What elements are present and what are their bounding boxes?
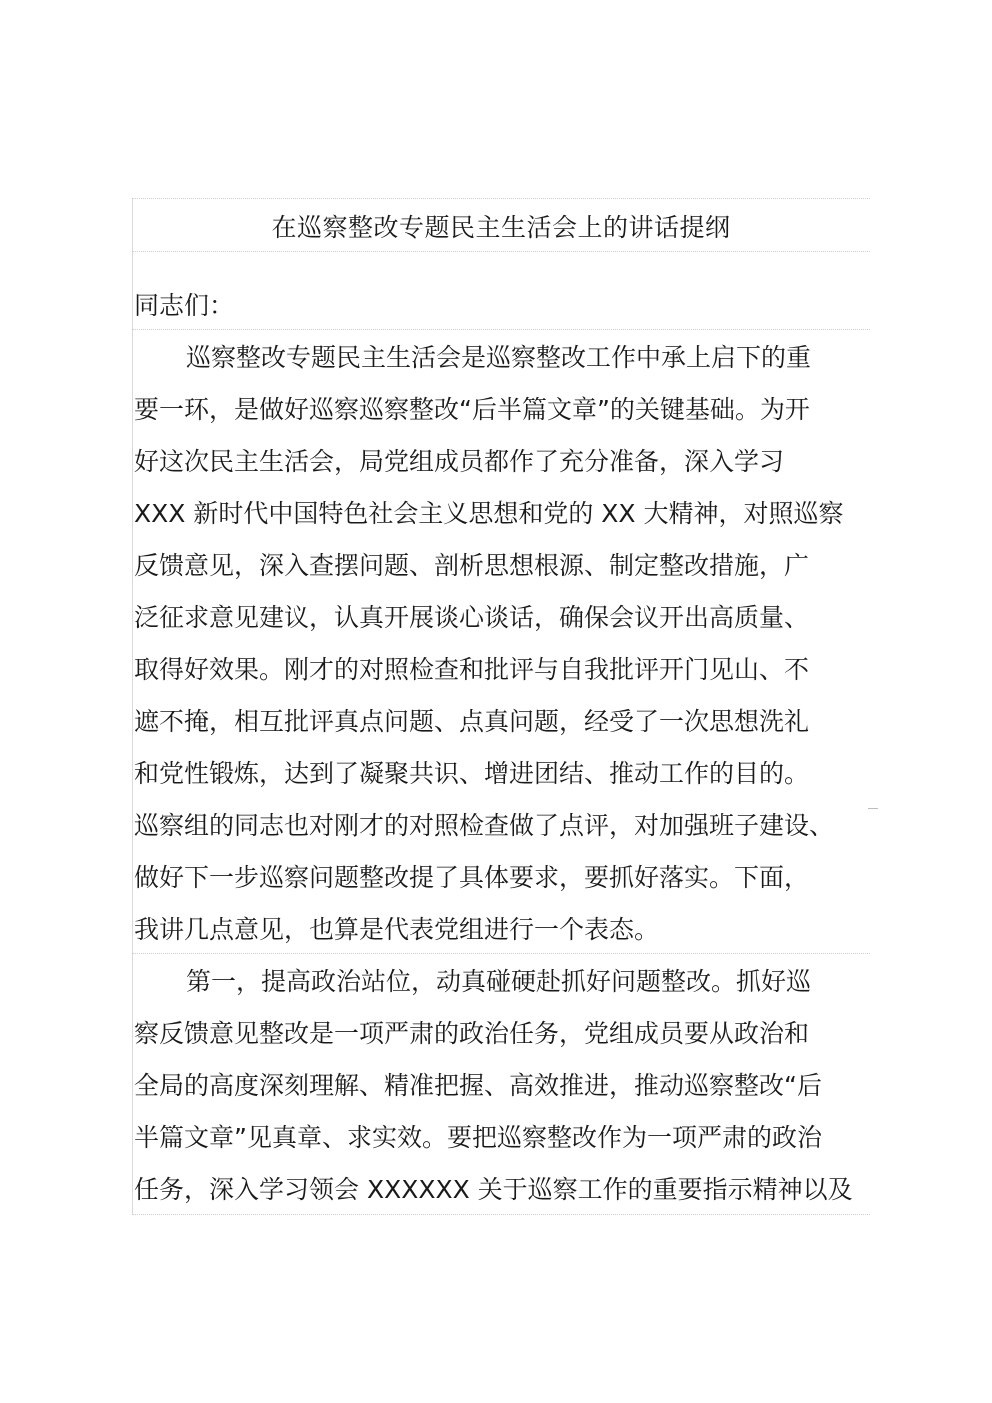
paragraph-1 bbox=[134, 332, 874, 956]
divider bbox=[132, 329, 870, 330]
paragraph-line: 任务，深入学习领会 XXXXXX 关于巡察工作的重要指示精神以及 bbox=[134, 1175, 853, 1204]
paragraph-line: 反馈意见，深入查摆问题、剖析思想根源、制定整改措施，广 bbox=[134, 551, 810, 580]
paragraph-line: 要一环，是做好巡察巡察整改“后半篇文章”的关键基础。为开 bbox=[134, 395, 810, 424]
paragraph-line: 遮不掩，相互批评真点问题、点真问题，经受了一次思想洗礼 bbox=[134, 707, 810, 736]
document-title: 在巡察整改专题民主生活会上的讲话提纲 bbox=[271, 213, 731, 242]
paragraph-line: 泛征求意见建议，认真开展谈心谈话，确保会议开出高质量、 bbox=[134, 603, 810, 632]
paragraph-line: 第一，提高政治站位，动真碰硬赴抓好问题整改。抓好巡 bbox=[186, 967, 812, 996]
paragraph-line: XXX 新时代中国特色社会主义思想和党的 XX 大精神，对照巡察 bbox=[134, 499, 844, 528]
paragraph-line: 我讲几点意见，也算是代表党组进行一个表态。 bbox=[134, 915, 660, 944]
paragraph-line: 好这次民主生活会，局党组成员都作了充分准备，深入学习 bbox=[134, 447, 785, 476]
divider bbox=[132, 198, 870, 199]
paragraph-line: 取得好效果。刚才的对照检查和批评与自我批评开门见山、不 bbox=[134, 655, 810, 684]
salutation: 同志们： bbox=[134, 291, 235, 320]
paragraph-line: 半篇文章”见真章、求实效。要把巡察整改作为一项严肃的政治 bbox=[134, 1123, 822, 1152]
paragraph-line: 巡察整改专题民主生活会是巡察整改工作中承上启下的重 bbox=[186, 343, 812, 372]
paragraph-line: 巡察组的同志也对刚才的对照检查做了点评，对加强班子建设、 bbox=[134, 811, 835, 840]
paragraph-line: 和党性锻炼，达到了凝聚共识、增进团结、推动工作的目的。 bbox=[134, 759, 810, 788]
paragraph-line: 察反馈意见整改是一项严肃的政治任务，党组成员要从政治和 bbox=[134, 1019, 810, 1048]
divider bbox=[132, 251, 870, 252]
paragraph-line: 做好下一步巡察问题整改提了具体要求，要抓好落实。下面， bbox=[134, 863, 810, 892]
paragraph-2 bbox=[134, 956, 874, 1216]
paragraph-line: 全局的高度深刻理解、精准把握、高效推进，推动巡察整改“后 bbox=[134, 1071, 822, 1100]
